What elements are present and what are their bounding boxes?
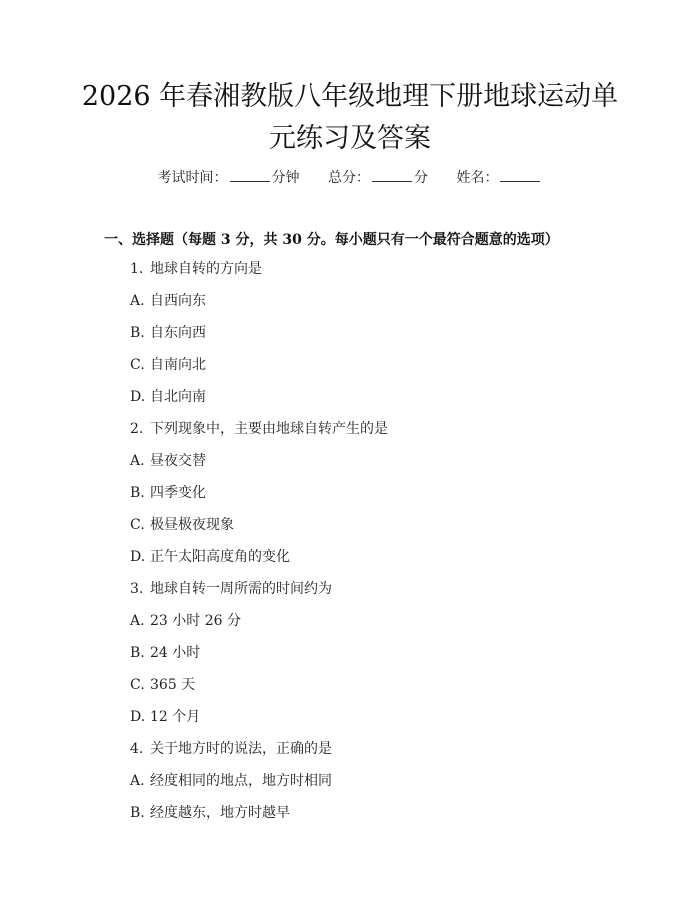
option-letter: B. (130, 325, 145, 341)
option-text: 极昼极夜现象 (150, 517, 234, 533)
answer-option (130, 353, 610, 385)
answer-option (130, 673, 610, 705)
option-text: 四季变化 (150, 485, 206, 501)
total-score (328, 167, 428, 187)
option-letter: C. (130, 677, 145, 693)
question-list (130, 257, 610, 833)
answer-option (130, 321, 610, 353)
answer-option (130, 513, 610, 545)
option-letter: A. (130, 453, 145, 469)
student-name-label: 姓名： (456, 170, 499, 186)
option-text: 昼夜交替 (150, 453, 206, 469)
option-text: 24 小时 (150, 645, 201, 661)
question-stem (130, 417, 610, 449)
question-number: 4. (130, 741, 144, 757)
exam-time-unit: 分钟 (271, 170, 300, 186)
option-letter: D. (130, 709, 146, 725)
question-stem (130, 737, 610, 769)
exam-time (158, 167, 300, 187)
answer-option (130, 481, 610, 513)
option-text: 自北向南 (150, 389, 206, 405)
option-letter: B. (130, 645, 145, 661)
option-letter: B. (130, 485, 145, 501)
question-number: 3. (130, 581, 144, 597)
document-title (80, 76, 620, 160)
title-line-2: 元练习及答案 (269, 123, 431, 154)
answer-option (130, 289, 610, 321)
title-line-1: 2026 年春湘教版八年级地理下册地球运动单 (81, 81, 619, 112)
option-text: 365 天 (150, 677, 196, 693)
total-score-label: 总分： (328, 170, 370, 186)
student-name (456, 167, 542, 187)
question-stem (130, 577, 610, 609)
question-text: 地球自转的方向是 (150, 261, 262, 277)
option-letter: C. (130, 357, 145, 373)
option-text: 23 小时 26 分 (150, 613, 241, 629)
question-number: 2. (130, 421, 144, 437)
answer-option (130, 769, 610, 801)
option-text: 自东向西 (150, 325, 206, 341)
option-letter: A. (130, 773, 145, 789)
option-letter: C. (130, 517, 145, 533)
option-letter: D. (130, 389, 146, 405)
option-letter: D. (130, 549, 146, 565)
section-heading: 一、选择题（每题 3 分，共 30 分。每小题只有一个最符合题意的选项） (104, 232, 559, 248)
option-text: 正午太阳高度角的变化 (150, 549, 290, 565)
question-stem (130, 257, 610, 289)
option-letter: B. (130, 805, 145, 821)
answer-option (130, 545, 610, 577)
option-letter: A. (130, 613, 145, 629)
answer-option (130, 801, 610, 833)
total-score-blank (372, 167, 412, 182)
question-text: 关于地方时的说法，正确的是 (150, 741, 332, 757)
option-text: 自南向北 (150, 357, 206, 373)
total-score-unit: 分 (414, 170, 428, 186)
option-text: 经度相同的地点，地方时相同 (150, 773, 332, 789)
answer-option (130, 609, 610, 641)
answer-option (130, 385, 610, 417)
option-letter: A. (130, 293, 145, 309)
option-text: 12 个月 (150, 709, 201, 725)
question-text: 地球自转一周所需的时间约为 (150, 581, 332, 597)
answer-option (130, 705, 610, 737)
exam-time-blank (230, 167, 270, 182)
question-number: 1. (130, 261, 144, 277)
answer-option (130, 641, 610, 673)
answer-option (130, 449, 610, 481)
option-text: 经度越东，地方时越早 (150, 805, 290, 821)
exam-time-label: 考试时间： (157, 170, 228, 186)
question-text: 下列现象中，主要由地球自转产生的是 (150, 421, 388, 437)
student-name-blank (500, 167, 540, 182)
option-text: 自西向东 (150, 293, 206, 309)
exam-info-row (0, 167, 700, 187)
